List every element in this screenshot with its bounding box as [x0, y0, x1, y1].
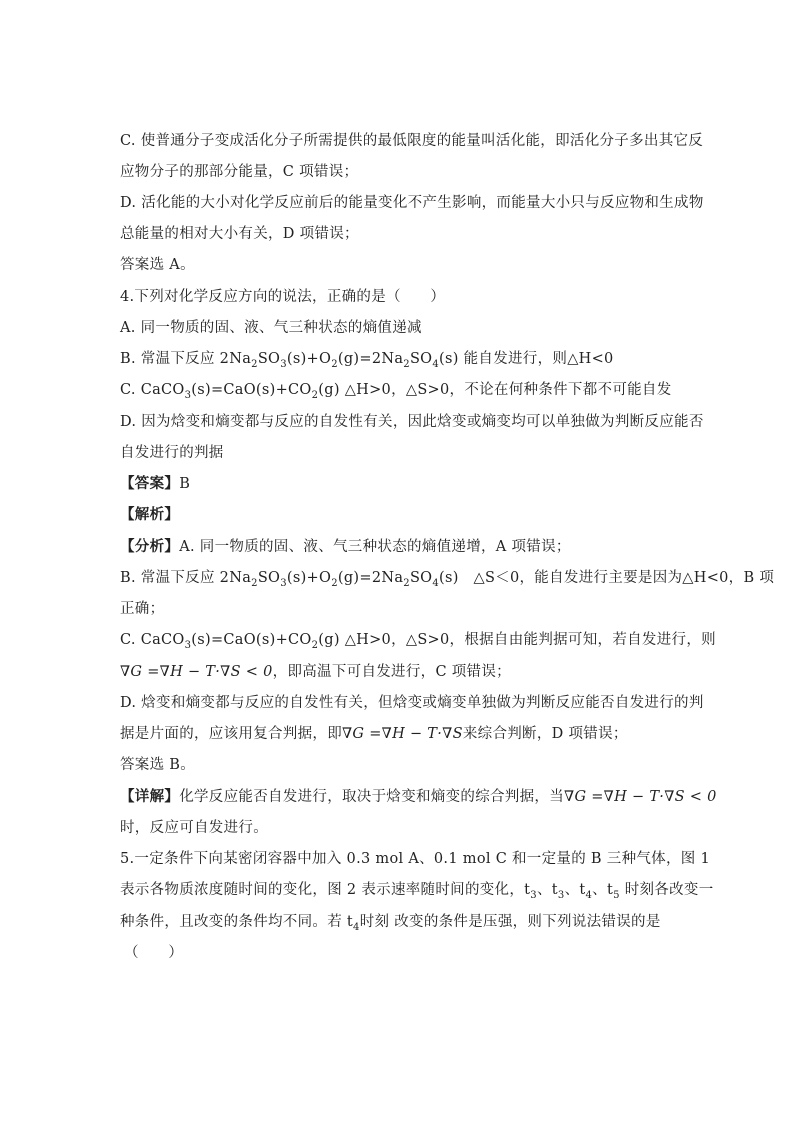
- analysis-option-c-line1: C. $CaCO_3(s)=CaO(s)+CO_2(g)$ △H>0，△S>0，根据自由能判据可知，若自发进行，则: [120, 632, 716, 651]
- solution-heading: 【解析】: [120, 506, 180, 523]
- detail-label: 【详解】: [120, 788, 180, 805]
- question-4-option-b: B. 常温下反应 $2Na_2SO_3(s)+O_2(g)=2Na_2SO_4(s)$ 能自发进行，则△H<0: [120, 351, 614, 370]
- question-5-line3: 种条件，且改变的条件均不同。若 $t_4$时刻 改变的条件是压强，则下列说法错误的是: [120, 914, 661, 933]
- question-5-line1: 5.一定条件下向某密闭容器中加入 0.3 mol A、0.1 mol C 和一定量的 B 三种气体，图 1: [120, 851, 711, 867]
- analysis-option-d-line1: D. 焓变和熵变都与反应的自发性有关，但焓变或熵变单独做为判断反应能否自发进行的判: [120, 695, 704, 711]
- detail-line1: 【详解】化学反应能否自发进行，取决于焓变和熵变的综合判据，当∇G =∇H − T·∇S < 0: [120, 788, 717, 805]
- analysis-option-b-line1: B. 常温下反应 $2Na_2SO_3(s)+O_2(g)=2Na_2SO_4(s)$ △S＜0，能自发进行主要是因为△H<0，B 项: [120, 570, 775, 589]
- question-4-option-c: C. $CaCO_3(s)=CaO(s)+CO_2(g)$ △H>0，△S>0，不论在何种条件下都不可能自发: [120, 382, 672, 401]
- question-4-option-a: A. 同一物质的固、液、气三种状态的熵值递减: [120, 320, 422, 336]
- question-4-stem: 4.下列对化学反应方向的说法，正确的是（ ）: [120, 289, 446, 305]
- option-d-explanation-line2: 总能量的相对大小有关，D 项错误；: [120, 226, 359, 242]
- free-energy-formula: ∇G =∇H − T·∇S < 0: [120, 664, 273, 680]
- answer-value: B: [179, 476, 191, 492]
- analysis-label: 【分析】: [120, 538, 180, 555]
- analysis-option-d-line2: 据是片面的，应该用复合判据，即∇G =∇H − T·∇S来综合判断，D 项错误；: [120, 726, 628, 742]
- analysis-option-b-line2: 正确；: [120, 601, 165, 617]
- answer-line: [120, 474, 190, 494]
- detail-line2: 时，反应可自发进行。: [120, 820, 268, 836]
- analysis-option-c-line2: ∇G =∇H − T·∇S < 0，即高温下可自发进行，C 项错误；: [120, 664, 511, 680]
- previous-answer: 答案选 A。: [120, 257, 195, 273]
- question-5-blank: （ ）: [124, 945, 184, 961]
- compound-criterion-formula: ∇G =∇H − T·∇S: [342, 726, 463, 742]
- answer-label: 【答案】: [120, 475, 180, 492]
- option-d-explanation-line1: D. 活化能的大小对化学反应前后的能量变化不产生影响，而能量大小只与反应物和生成物: [120, 195, 704, 211]
- option-c-explanation-line2: 应物分子的那部分能量，C 项错误；: [120, 164, 359, 180]
- spontaneity-formula: ∇G =∇H − T·∇S < 0: [564, 789, 717, 805]
- answer-choice-b: 答案选 B。: [120, 757, 196, 773]
- option-c-explanation-line1: C. 使普通分子变成活化分子所需提供的最低限度的能量叫活化能，即活化分子多出其它反: [120, 133, 704, 149]
- analysis-option-a: 【分析】A. 同一物质的固、液、气三种状态的熵值递增，A 项错误；: [120, 538, 571, 555]
- question-5-line2: 表示各物质浓度随时间的变化，图 2 表示速率随时间的变化，$t_3$、$t_3$、$t_4$、$t_5$ 时刻各改变一: [120, 882, 714, 901]
- question-4-option-d-line1: D. 因为焓变和熵变都与反应的自发性有关，因此焓变或熵变均可以单独做为判断反应能否: [120, 414, 704, 430]
- question-4-option-d-line2: 自发进行的判据: [120, 445, 224, 461]
